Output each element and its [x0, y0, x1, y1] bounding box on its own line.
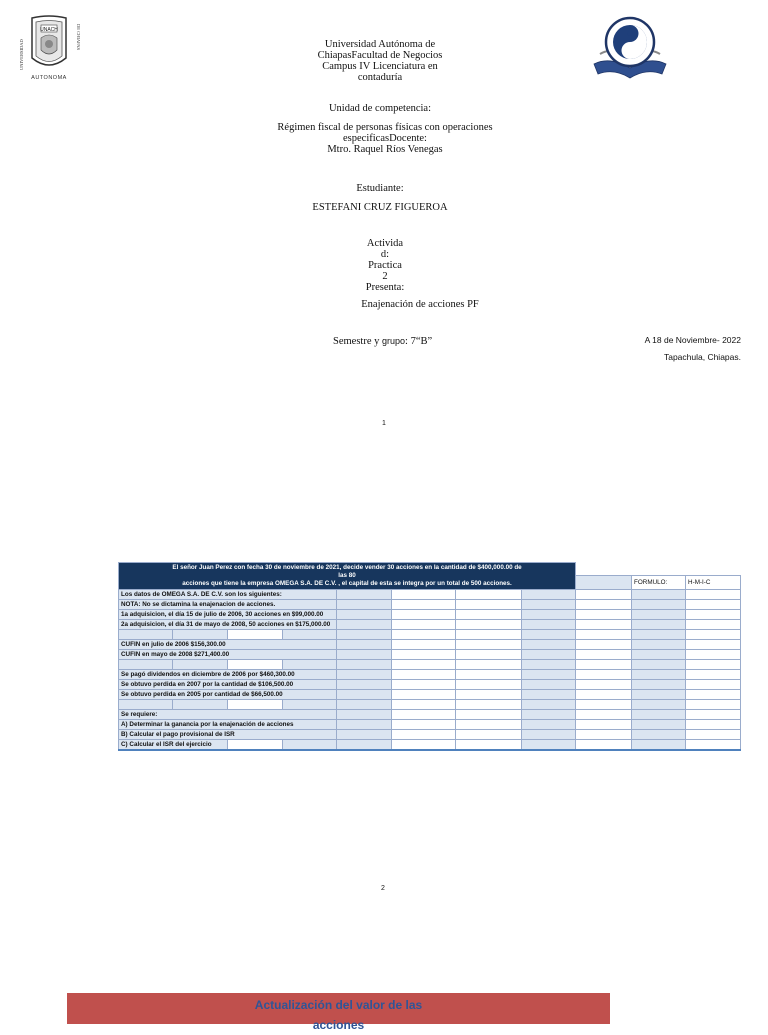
hmic-label: H-M-I-C	[686, 576, 741, 590]
table-cell	[392, 620, 456, 630]
table-cell	[392, 670, 456, 680]
table-cell	[173, 630, 228, 640]
table-cell	[686, 640, 741, 650]
table-cell	[686, 563, 741, 576]
student-label: Estudiante:	[356, 183, 404, 194]
table-cell	[686, 690, 741, 700]
table-cell	[337, 720, 392, 730]
university-block	[290, 39, 470, 83]
table-cell	[632, 660, 686, 670]
table-cell	[632, 563, 686, 576]
banner-line: acciones	[312, 1018, 365, 1032]
table-row	[119, 740, 741, 751]
table-cell	[228, 700, 283, 710]
university-line: contaduría	[357, 72, 403, 83]
university-line: Universidad Autónoma de	[324, 39, 436, 50]
table-cell	[456, 730, 522, 740]
table-cell	[632, 690, 686, 700]
unit-label: Unidad de competencia:	[328, 103, 432, 114]
table-cell	[337, 630, 392, 640]
table-cell	[456, 610, 522, 620]
table-cell	[392, 590, 456, 600]
table-cell	[337, 590, 392, 600]
table-cell	[686, 620, 741, 630]
table-cell	[337, 620, 392, 630]
section-banner	[67, 993, 610, 1032]
row-label: 2a adquisicion, el día 31 de mayo de 2008, 50 acciones en $175,000.00	[119, 620, 337, 630]
table-cell	[173, 660, 228, 670]
course-line: Régimen fiscal de personas físicas con operaciones	[277, 122, 493, 133]
table-cell	[522, 740, 576, 751]
table-row	[119, 670, 741, 680]
university-line: ChiapasFacultad de Negocios	[317, 50, 443, 61]
table-cell	[456, 640, 522, 650]
table-cell	[337, 740, 392, 751]
table-cell	[576, 740, 632, 751]
table-cell	[522, 620, 576, 630]
table-cell	[228, 740, 283, 751]
semester-suffix: : 7“B”	[405, 336, 433, 347]
table-cell	[337, 660, 392, 670]
date: A 18 de Noviembre- 2022	[644, 335, 741, 345]
table-cell	[576, 630, 632, 640]
table-row	[119, 680, 741, 690]
problem-line: acciones que tiene la empresa OMEGA S.A. DE C.V. , el capital de esta se integra por un total de 500 acciones.	[182, 580, 512, 587]
table-cell	[576, 640, 632, 650]
table-cell	[522, 590, 576, 600]
table-cell	[576, 680, 632, 690]
table-cell	[392, 660, 456, 670]
table-cell	[283, 700, 337, 710]
table-row	[119, 610, 741, 620]
course-line: Mtro. Raquel Ríos Venegas	[327, 144, 443, 155]
row-label: C) Calcular el ISR del ejercicio	[119, 740, 228, 751]
formula-label: FORMULO:	[632, 576, 686, 590]
table-cell	[686, 630, 741, 640]
topic: Enajenación de acciones PF	[361, 299, 479, 310]
table-header-row	[119, 563, 741, 576]
table-cell	[522, 690, 576, 700]
row-label: Los datos de OMEGA S.A. DE C.V. son los siguientes:	[119, 590, 337, 600]
course-block	[240, 122, 530, 155]
table-cell	[337, 600, 392, 610]
table-cell	[337, 670, 392, 680]
table-cell	[337, 640, 392, 650]
exercise-table	[118, 562, 741, 751]
table-cell	[686, 740, 741, 751]
table-cell	[337, 690, 392, 700]
table-cell	[456, 660, 522, 670]
row-label: CUFIN en mayo de 2008 $271,400.00	[119, 650, 337, 660]
table-cell	[576, 610, 632, 620]
semester-grupo: grupo	[382, 336, 406, 346]
table-cell	[522, 710, 576, 720]
table-cell	[392, 720, 456, 730]
table-row	[119, 630, 741, 640]
table-cell	[456, 620, 522, 630]
table-cell	[283, 630, 337, 640]
left-logo-top-text: UNACH	[40, 27, 58, 33]
row-label: 1a adquisicion, el día 15 de julio de 2006, 30 acciones en $99,000.00	[119, 610, 337, 620]
table-cell	[337, 610, 392, 620]
table-cell	[576, 563, 632, 576]
row-label	[119, 630, 173, 640]
table-cell	[686, 660, 741, 670]
table-cell	[456, 650, 522, 660]
row-label: B) Calcular el pago provisional de ISR	[119, 730, 337, 740]
table-row	[119, 660, 741, 670]
table-row	[119, 640, 741, 650]
table-cell	[228, 660, 283, 670]
table-cell	[632, 610, 686, 620]
table-cell	[576, 720, 632, 730]
table-cell	[632, 680, 686, 690]
table-cell	[522, 630, 576, 640]
table-cell	[576, 650, 632, 660]
table-cell	[686, 650, 741, 660]
table-cell	[392, 640, 456, 650]
activity-line: Activida	[366, 238, 404, 249]
table-cell	[173, 700, 228, 710]
table-cell	[632, 590, 686, 600]
table-row	[119, 590, 741, 600]
course-line: especificasDocente:	[343, 133, 427, 144]
table-cell	[576, 710, 632, 720]
row-label: Se pagó dividendos en diciembre de 2006 por $460,300.00	[119, 670, 337, 680]
table-cell	[576, 690, 632, 700]
table-cell	[576, 700, 632, 710]
table-cell	[337, 710, 392, 720]
table-cell	[632, 630, 686, 640]
semester-line	[333, 336, 432, 347]
place: Tapachula, Chiapas.	[663, 352, 741, 362]
page-number: 1	[382, 420, 386, 427]
table-cell	[576, 620, 632, 630]
table-cell	[522, 610, 576, 620]
row-label: Se requiere:	[119, 710, 337, 720]
table-cell	[522, 670, 576, 680]
table-cell	[632, 700, 686, 710]
table-cell	[392, 600, 456, 610]
table-cell	[522, 640, 576, 650]
table-row	[119, 710, 741, 720]
faculty-logo	[590, 8, 670, 88]
table-row	[119, 620, 741, 630]
table-cell	[228, 630, 283, 640]
row-label	[119, 700, 173, 710]
left-logo-bottom-text: AUTONOMA	[31, 75, 67, 81]
table-cell	[632, 600, 686, 610]
left-logo-side-left: UNIVERSIDAD	[19, 39, 24, 70]
table-cell	[522, 600, 576, 610]
table-cell	[576, 590, 632, 600]
table-cell	[456, 600, 522, 610]
table-cell	[632, 710, 686, 720]
table-cell	[522, 680, 576, 690]
activity-line: Presenta:	[365, 282, 405, 293]
table-cell	[456, 630, 522, 640]
table-cell	[576, 576, 632, 590]
unach-logo	[14, 14, 84, 84]
table-cell	[392, 700, 456, 710]
table-cell	[456, 680, 522, 690]
table-cell	[456, 720, 522, 730]
table-cell	[392, 740, 456, 751]
page-number: 2	[381, 885, 385, 892]
table-cell	[456, 740, 522, 751]
table-cell	[686, 590, 741, 600]
problem-line: El señor Juan Perez con fecha 30 de noviembre de 2021, decide vender 30 acciones en la cantidad de $400,000.00 de	[172, 564, 522, 571]
table-cell	[686, 600, 741, 610]
table-cell	[456, 710, 522, 720]
table-row	[119, 600, 741, 610]
row-label: Se obtuvo perdida en 2005 por cantidad de $66,500.00	[119, 690, 337, 700]
table-row	[119, 650, 741, 660]
table-cell	[456, 700, 522, 710]
table-cell	[632, 620, 686, 630]
table-cell	[686, 720, 741, 730]
banner-line: Actualización del valor de las	[254, 998, 423, 1012]
table-cell	[576, 730, 632, 740]
table-cell	[392, 680, 456, 690]
table-cell	[337, 650, 392, 660]
table-cell	[522, 730, 576, 740]
table-row	[119, 720, 741, 730]
table-cell	[522, 700, 576, 710]
activity-line: Practica	[368, 260, 402, 271]
row-label: CUFIN en julio de 2006 $156,300.00	[119, 640, 337, 650]
table-cell	[632, 670, 686, 680]
table-cell	[686, 710, 741, 720]
row-label: Se obtuvo perdida en 2007 por la cantidad de $106,500.00	[119, 680, 337, 690]
table-cell	[686, 610, 741, 620]
table-cell	[392, 690, 456, 700]
table-cell	[632, 730, 686, 740]
table-cell	[337, 730, 392, 740]
table-cell	[283, 740, 337, 751]
activity-line: 2	[382, 271, 388, 282]
table-cell	[576, 600, 632, 610]
table-row	[119, 730, 741, 740]
semester-prefix: Semestre y	[333, 336, 382, 347]
table-cell	[632, 740, 686, 751]
table-cell	[392, 630, 456, 640]
left-logo-side-right: DE CHIAPAS	[76, 24, 81, 50]
table-cell	[392, 610, 456, 620]
university-line: Campus IV Licenciatura en	[322, 61, 438, 72]
table-cell	[632, 640, 686, 650]
table-cell	[522, 720, 576, 730]
row-label: NOTA: No se dictamina la enajenacion de acciones.	[119, 600, 337, 610]
problem-statement	[119, 563, 576, 590]
table-cell	[392, 710, 456, 720]
table-cell	[456, 670, 522, 680]
table-cell	[456, 690, 522, 700]
table-row	[119, 690, 741, 700]
table-cell	[522, 660, 576, 670]
row-label: A) Determinar la ganancia por la enajenación de acciones	[119, 720, 337, 730]
problem-line: las 80	[338, 572, 356, 579]
table-cell	[337, 680, 392, 690]
table-cell	[522, 650, 576, 660]
table-cell	[686, 730, 741, 740]
table-cell	[456, 590, 522, 600]
activity-line: d:	[380, 249, 390, 260]
activity-block	[345, 238, 425, 293]
table-cell	[392, 650, 456, 660]
table-cell	[686, 680, 741, 690]
table-cell	[576, 660, 632, 670]
table-cell	[686, 700, 741, 710]
table-cell	[337, 700, 392, 710]
table-cell	[283, 660, 337, 670]
table-cell	[576, 670, 632, 680]
student-name: ESTEFANI CRUZ FIGUEROA	[312, 202, 448, 213]
table-cell	[632, 650, 686, 660]
table-cell	[392, 730, 456, 740]
table-row	[119, 700, 741, 710]
table-cell	[686, 670, 741, 680]
row-label	[119, 660, 173, 670]
table-cell	[632, 720, 686, 730]
